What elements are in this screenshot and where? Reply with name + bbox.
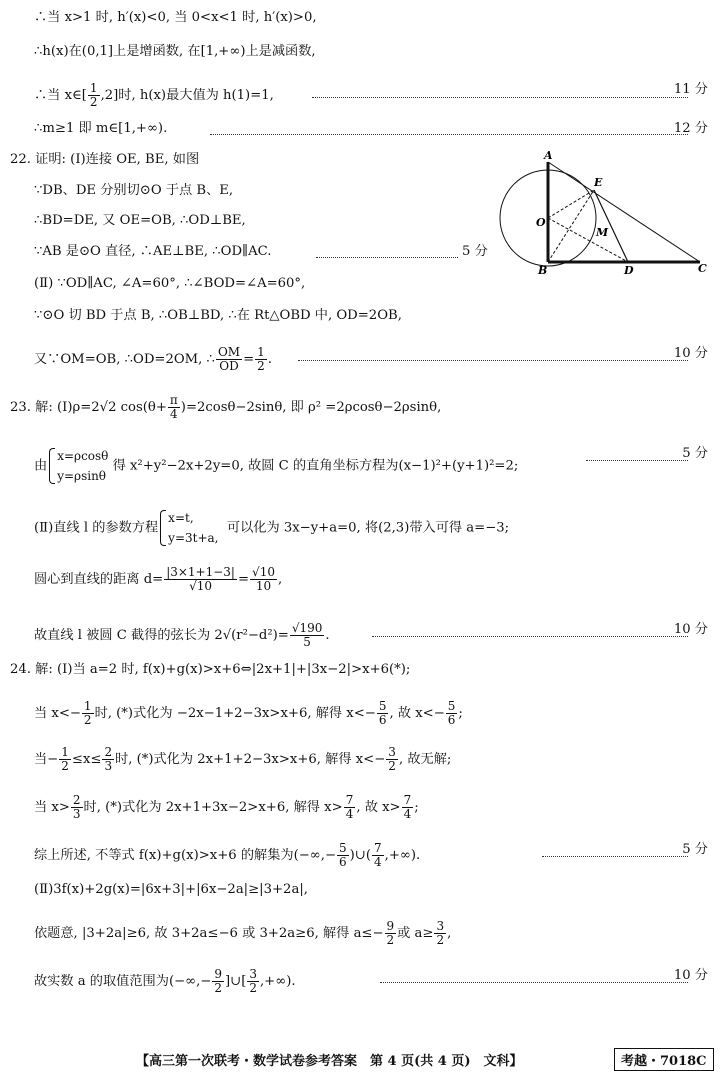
dotted-leader — [298, 360, 688, 361]
dotted-leader — [372, 636, 688, 637]
text-fragment: 当 x<− — [34, 706, 81, 721]
text-fragment: 可以化为 3x−y+a=0, 将(2,3)带入可得 a=−3; — [226, 520, 510, 536]
solution-line: ∴当 x>1 时, h′(x)<0, 当 0<x<1 时, h′(x)>0, — [34, 10, 317, 25]
solution-line — [34, 566, 708, 593]
dotted-leader — [380, 982, 688, 983]
solution-line — [34, 746, 708, 773]
score-label: 5 分 — [462, 244, 488, 259]
fraction: $\frac{√10}{10}$ — [252, 565, 275, 593]
fraction: $\frac{2}{3}$ — [72, 793, 81, 821]
solution-line — [34, 508, 708, 548]
text-fragment: (−∞,− — [168, 974, 212, 989]
text-fragment: ∴当 x∈[ — [34, 88, 87, 103]
label-c: C — [698, 262, 707, 275]
solution-line — [34, 920, 708, 947]
text-fragment: ≤x≤ — [71, 752, 102, 767]
fraction: $\frac{5}{6}$ — [339, 841, 347, 869]
text-fragment: , — [447, 926, 452, 941]
segment-ac — [548, 162, 700, 262]
label-a: A — [544, 149, 553, 162]
text-fragment: . — [267, 352, 272, 367]
solution-line: ∵AB 是⊙O 直径, ∴AE⊥BE, ∴OD∥AC. — [34, 244, 272, 259]
text-fragment: , 故 x<− — [389, 706, 445, 721]
dotted-leader — [542, 856, 688, 857]
text-fragment: 由 — [34, 458, 48, 474]
geometry-figure — [496, 148, 716, 278]
solution-line — [34, 700, 708, 727]
text-fragment: = — [243, 352, 255, 367]
text-fragment: 依题意, |3+2a|≥6, 故 3+2a≤−6 或 3+2a≥6, 解得 a≤− — [34, 926, 384, 941]
text-fragment: 故实数 a 的取值范围为 — [34, 974, 169, 989]
fraction: $\frac{5}{6}$ — [378, 699, 387, 727]
text-fragment: , 故无解; — [398, 752, 452, 767]
fraction: $\frac{7}{4}$ — [374, 841, 382, 869]
label-m: M — [596, 226, 609, 239]
text-fragment: (Ⅱ)直线 l 的参数方程 — [34, 520, 159, 536]
text-fragment: ; — [458, 706, 463, 721]
fraction: $\frac{1}{2}$ — [83, 699, 92, 727]
text-fragment: ,2]时, h(x)最大值为 h(1)=1, — [100, 88, 274, 103]
text-fragment: 当 x> — [34, 800, 70, 815]
label-d: D — [624, 264, 634, 277]
question-23-heading — [10, 394, 708, 421]
fraction: $\frac{1}{2}$ — [61, 745, 69, 773]
dotted-leader — [316, 257, 458, 258]
text-fragment: 综上所述, 不等式 f(x)+g(x)>x+6 的解集为 — [34, 848, 294, 863]
dotted-leader — [312, 97, 688, 98]
score-label: 11 分 — [673, 82, 708, 97]
text-fragment: ; — [414, 800, 419, 815]
text-fragment: 故直线 l 被圆 C 截得的弦长为 2√(r²−d²)= — [34, 628, 289, 643]
equation-system: x=t, y=3t+a, — [158, 508, 218, 548]
fraction: $\frac{1}{2}$ — [89, 81, 98, 109]
fraction: $\frac{7}{4}$ — [403, 793, 412, 821]
text-fragment: ,+∞). — [259, 974, 296, 989]
fraction: $\frac{OM}{OD}$ — [217, 345, 241, 373]
segment-oe — [548, 190, 594, 218]
fraction: $\frac{3}{2}$ — [436, 919, 445, 947]
solution-line: ∴BD=DE, 又 OE=OB, ∴OD⊥BE, — [34, 213, 246, 228]
fraction: $\frac{3}{2}$ — [388, 745, 396, 773]
text-fragment: 得 x²+y²−2x+2y=0, 故圆 C 的直角坐标方程为(x−1)²+(y+1)²=2; — [112, 458, 519, 474]
solution-line — [34, 794, 708, 821]
fraction: $\frac{|3\times 1+1-3|}{√10}$ — [166, 565, 235, 593]
text-fragment: 时, (*)式化为 2x+1+2−3x>x+6, 解得 x<− — [115, 752, 386, 767]
label-o: O — [536, 216, 546, 229]
question-22-heading: 22. 证明: (Ⅰ)连接 OE, BE, 如图 — [10, 152, 200, 167]
solution-line: ∴h(x)在(0,1]上是增函数, 在[1,+∞)上是减函数, — [34, 44, 316, 59]
text-fragment: )∪( — [349, 848, 371, 863]
text-fragment: 时, (*)式化为 2x+1+3x−2>x+6, 解得 x> — [83, 800, 343, 815]
fraction: $\frac{1}{2}$ — [257, 345, 265, 373]
text-fragment: ]∪[ — [225, 974, 247, 989]
solution-line: ∴m≥1 即 m∈[1,+∞). — [34, 121, 168, 136]
fraction: $\frac{9}{2}$ — [214, 967, 222, 995]
fraction: $\frac{5}{6}$ — [447, 699, 456, 727]
label-e: E — [594, 176, 603, 189]
solution-line: ∵DB、DE 分别切⊙O 于点 B、E, — [34, 183, 234, 198]
fraction: $\frac{\pi}{4}$ — [169, 393, 178, 421]
text-fragment: . — [325, 628, 330, 643]
score-label: 12 分 — [673, 121, 708, 136]
segment-od — [548, 218, 628, 262]
text-fragment: 时, (*)式化为 −2x−1+2−3x>x+6, 解得 x<− — [94, 706, 376, 721]
score-label: 5 分 — [682, 446, 708, 461]
question-24-heading: 24. 解: (Ⅰ)当 a=2 时, f(x)+g(x)>x+6⇔|2x+1|+|3x−2|>x+6(*); — [10, 662, 411, 677]
solution-line — [34, 446, 708, 486]
label-b: B — [538, 264, 548, 277]
solution-line: (Ⅱ) ∵OD∥AC, ∠A=60°, ∴∠BOD=∠A=60°, — [34, 276, 306, 291]
score-label: 10 分 — [673, 346, 708, 361]
text-fragment: 当− — [34, 752, 59, 767]
text-fragment: 圆心到直线的距离 d= — [34, 572, 164, 587]
text-fragment: (−∞,− — [293, 848, 337, 863]
score-label: 10 分 — [673, 968, 708, 983]
fraction: $\frac{9}{2}$ — [386, 919, 395, 947]
score-label: 10 分 — [673, 622, 708, 637]
text-fragment: = — [237, 572, 250, 587]
fraction: $\frac{3}{2}$ — [249, 967, 257, 995]
text-fragment: , 故 x> — [356, 800, 401, 815]
text-fragment: , — [277, 572, 283, 587]
segment-be — [548, 190, 594, 262]
solution-line — [34, 82, 708, 109]
score-label: 5 分 — [682, 842, 708, 857]
fraction: $\frac{√190}{5}$ — [291, 621, 323, 649]
page-footer: 【高三第一次联考・数学试卷参考答案 第 4 页(共 4 页) 文科】 — [136, 1054, 523, 1069]
exam-code: 考越・7018C — [614, 1048, 714, 1071]
equation-system: x=ρcosθ y=ρsinθ — [47, 446, 108, 486]
fraction: $\frac{2}{3}$ — [104, 745, 113, 773]
text-fragment: )=2cosθ−2sinθ, 即 ρ² =2ρcosθ−2ρsinθ, — [180, 400, 442, 415]
text-fragment: 又∵OM=OB, ∴OD=2OM, ∴ — [34, 352, 215, 367]
text-fragment: 或 a≥ — [397, 926, 434, 941]
solution-line: ∵⊙O 切 BD 于点 B, ∴OB⊥BD, ∴在 Rt△OBD 中, OD=2OB, — [34, 308, 402, 323]
text-fragment: ,+∞). — [384, 848, 421, 863]
text-fragment: 23. 解: (Ⅰ)ρ=2√2 cos(θ+ — [10, 400, 167, 415]
fraction: $\frac{7}{4}$ — [345, 793, 354, 821]
solution-line: (Ⅱ)3f(x)+2g(x)=|6x+3|+|6x−2a|≥|3+2a|, — [34, 882, 308, 897]
dotted-leader — [210, 134, 688, 135]
